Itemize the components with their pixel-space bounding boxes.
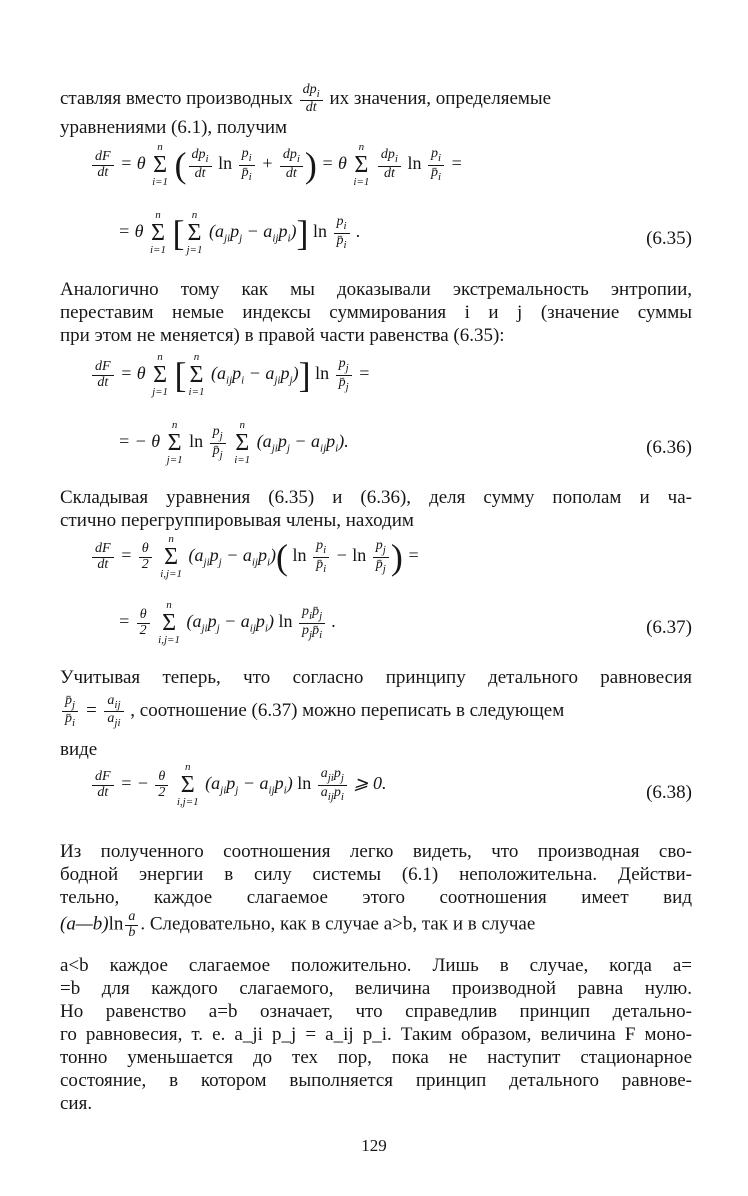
paragraph-5-line5: a<b каждое слагаемое положительно. Лишь в случае, когда a=: [60, 955, 692, 976]
equation-number-6-38: (6.38): [646, 782, 692, 803]
equation-number-6-35: (6.35): [646, 228, 692, 249]
paragraph-5-line3: тельно, каждое слагаемое этого соотношения имеет вид: [60, 887, 692, 908]
equation-6-35-line2: = θ n Σ i=1 [ n Σ j=1 $(a_{ji}p_j - a_{ij}p_i)$] ln $\frac{p_i}{p̄_i}$ .: [118, 209, 361, 256]
dp-dt-fraction: $\frac{dp_i}{dt}$: [300, 83, 323, 116]
paragraph-4-line3: виде: [60, 739, 98, 760]
equation-6-38: $\frac{dF}{dt}$ = − $\frac{\theta}{2}$ n Σ i,j=1 $(a_{ji}p_j - a_{ij}p_i)$ ln $\frac{a_{ji}p_j}{a_{ij}p_i}$ ⩾ 0.: [90, 762, 386, 808]
paragraph-2-line1: Аналогично тому как мы доказывали экстремальность энтропии,: [60, 279, 692, 300]
equation-6-37-line1: $\frac{dF}{dt}$ = $\frac{\theta}{2}$ n Σ i,j=1 $(a_{ji}p_j - a_{ij}p_i)$( ln $\frac{p_i}{p̄_i}$ − ln $\frac{p_j}{p̄_j}$ ) =: [90, 534, 420, 580]
equation-6-36-line1: $\frac{dF}{dt}$ = θ n Σ j=1 [ n Σ i=1 $(a_{ij}p_i - a_{ji}p_j)$] ln $\frac{p_j}{p̄_j}$ =: [90, 352, 370, 398]
paragraph-5-line9: тонно уменьшается до тех пор, пока не наступит стационарное: [60, 1047, 692, 1068]
paragraph-5-line8: го равновесия, т. е. a_ji p_j = a_ij p_i. Таким образом, величина F моно-: [60, 1024, 692, 1045]
paragraph-5-line11: сия.: [60, 1093, 93, 1114]
paragraph-3-line2: стично перегруппировывая члены, находим: [60, 510, 414, 531]
paragraph-4-line1: Учитывая теперь, что согласно принципу детального равновесия: [60, 667, 692, 688]
paragraph-3-line1: Складывая уравнения (6.35) и (6.36), деля сумму пополам и ча-: [60, 487, 692, 508]
equation-6-35-line1: $\frac{dF}{dt}$ = θ n Σ i=1 ( $\frac{dp_i}{dt}$ ln $\frac{p_i}{p̄_i}$ + $\frac{dp_i}{dt}$ ) = θ n Σ i=1 $\frac{dp_i}{dt}$ ln $\frac{p_i}{p̄_i}$ =: [90, 142, 463, 188]
paragraph-5-line6: =b для каждого слагаемого, величина производной равна нулю.: [60, 978, 692, 999]
paragraph-intro-line1: ставляя вместо производных $\frac{dp_i}{dt}$ их значения, определяемые: [60, 82, 552, 116]
equation-number-6-36: (6.36): [646, 437, 692, 458]
paragraph-5-line1: Из полученного соотношения легко видеть, что производная сво-: [60, 841, 692, 862]
equation-6-36-line2: = − θ n Σ j=1 ln $\frac{p_j}{p̄_j}$ n Σ i=1 $(a_{ji}p_j - a_{ij}p_i)$.: [118, 419, 349, 466]
paragraph-2-line3: при этом не меняется) в правой части равенства (6.35):: [60, 325, 505, 346]
paragraph-5-line2: бодной энергии в силу системы (6.1) неположительна. Действи-: [60, 864, 692, 885]
paragraph-5-line7: Но равенство a=b означает, что справедлив принцип детально-: [60, 1001, 692, 1022]
paragraph-5-line10: состояние, в котором выполняется принцип детального равнове-: [60, 1070, 692, 1091]
paragraph-5-line4: (a—b)ln $\frac{a}{b}$ . Следовательно, как в случае a>b, так и в случае: [60, 909, 536, 940]
equation-6-37-line2: = $\frac{\theta}{2}$ n Σ i,j=1 $(a_{ji}p_j - a_{ij}p_i)$ ln $\frac{p_ip̄_j}{p_jp̄_i}$ .: [118, 599, 337, 646]
page-number: 129: [361, 1136, 387, 1155]
equation-number-6-37: (6.37): [646, 617, 692, 638]
paragraph-4-line2: $\frac{p̄_j}{p̄_i}$ = $\frac{a_{ij}}{a_{ji}}$ , соотношение (6.37) можно переписать в следующем: [60, 694, 692, 730]
paragraph-2-line2: переставим немые индексы суммирования i и j (значение суммы: [60, 302, 692, 323]
paragraph-intro-line2: уравнениями (6.1), получим: [60, 117, 288, 138]
